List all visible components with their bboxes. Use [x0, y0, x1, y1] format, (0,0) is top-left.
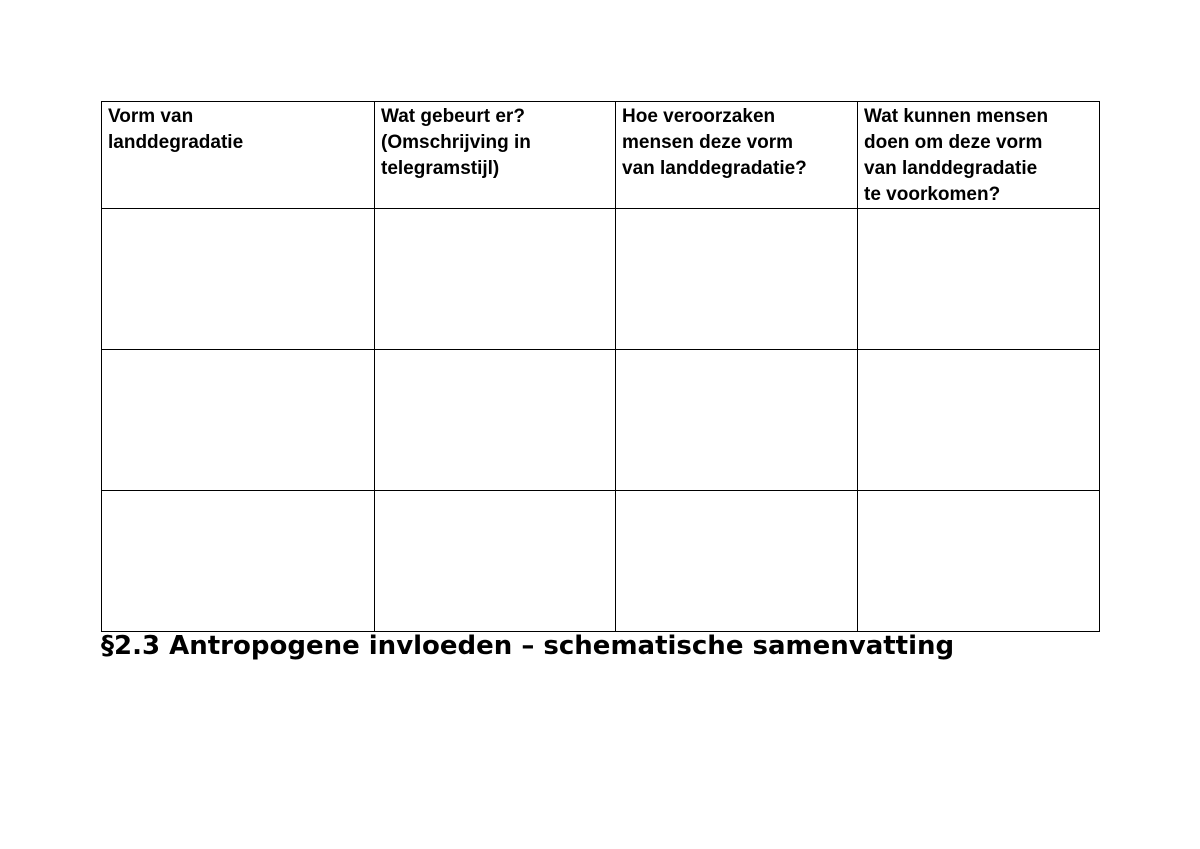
header-cell-wat-gebeurt: [375, 102, 616, 209]
header-label: Wat gebeurt er? (Omschrijving in telegramstijl): [381, 106, 531, 179]
table-cell[interactable]: [858, 491, 1100, 632]
table-row: [102, 209, 1100, 350]
table-cell[interactable]: [616, 209, 858, 350]
table-cell[interactable]: [616, 491, 858, 632]
summary-table: [101, 101, 1100, 632]
table-cell[interactable]: [616, 350, 858, 491]
table-cell[interactable]: [375, 350, 616, 491]
table-cell[interactable]: [375, 491, 616, 632]
table-row: [102, 491, 1100, 632]
header-label: Vorm van landdegradatie: [108, 106, 244, 153]
table-cell[interactable]: [858, 209, 1100, 350]
table-cell[interactable]: [102, 350, 375, 491]
header-label: Wat kunnen mensen doen om deze vorm van landdegradatie te voorkomen?: [864, 106, 1049, 205]
table-cell[interactable]: [102, 209, 375, 350]
header-cell-vorm: [102, 102, 375, 209]
table-row: [102, 350, 1100, 491]
table-cell[interactable]: [102, 491, 375, 632]
header-label: Hoe veroorzaken mensen deze vorm van landdegradatie?: [622, 106, 807, 179]
table-cell[interactable]: [375, 209, 616, 350]
table-cell[interactable]: [858, 350, 1100, 491]
section-heading: §2.3 Antropogene invloeden – schematische samenvatting: [101, 631, 955, 661]
header-cell-voorkomen: [858, 102, 1100, 209]
table-header-row: [102, 102, 1100, 209]
header-cell-oorzaak: [616, 102, 858, 209]
